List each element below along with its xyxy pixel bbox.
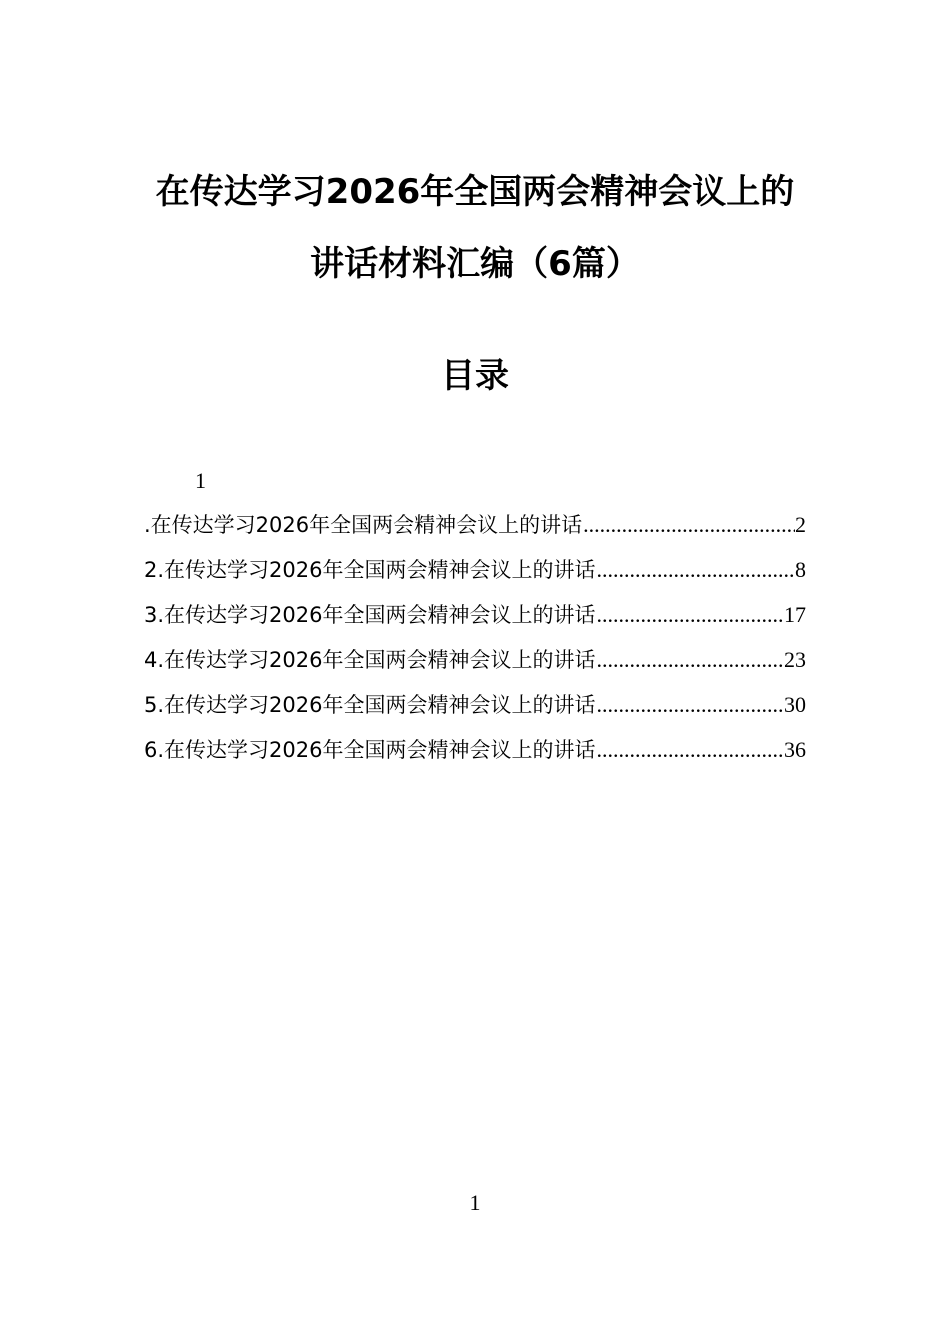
page-number: 1 <box>469 1190 481 1215</box>
toc-list <box>144 508 806 778</box>
toc-entry-text: 3.在传达学习2026年全国两会精神会议上的讲话 <box>144 603 596 627</box>
toc-entry-text: 6.在传达学习2026年全国两会精神会议上的讲话 <box>144 738 596 762</box>
toc-entry[interactable] <box>144 643 806 688</box>
toc-entry-text: 5.在传达学习2026年全国两会精神会议上的讲话 <box>144 693 596 717</box>
toc-entry-page: 17 <box>784 602 806 627</box>
toc-entry-page: 8 <box>795 557 806 582</box>
toc-stray-number: 1 <box>195 468 206 493</box>
toc-entry[interactable] <box>144 553 806 598</box>
toc-entry[interactable] <box>144 733 806 778</box>
toc-entry[interactable] <box>144 598 806 643</box>
document-title-line-1: 在传达学习2026年全国两会精神会议上的 <box>155 172 795 212</box>
toc-entry[interactable] <box>144 688 806 733</box>
toc-dot-leader <box>582 508 795 542</box>
toc-dot-leader <box>595 688 784 722</box>
toc-dot-leader <box>595 643 784 677</box>
toc-entry-page: 2 <box>795 512 806 537</box>
toc-entry[interactable] <box>144 508 806 553</box>
toc-entry-page: 36 <box>784 737 806 762</box>
toc-heading: 目录 <box>441 356 509 396</box>
toc-entry-text: 2.在传达学习2026年全国两会精神会议上的讲话 <box>144 558 596 582</box>
toc-entry-text: 4.在传达学习2026年全国两会精神会议上的讲话 <box>144 648 596 672</box>
toc-dot-leader <box>595 553 795 587</box>
toc-entry-page: 23 <box>784 647 806 672</box>
toc-dot-leader <box>595 598 784 632</box>
toc-entry-page: 30 <box>784 692 806 717</box>
toc-dot-leader <box>595 733 784 767</box>
document-title-line-2: 讲话材料汇编（6篇） <box>310 244 640 284</box>
toc-entry-text: .在传达学习2026年全国两会精神会议上的讲话 <box>144 513 583 537</box>
